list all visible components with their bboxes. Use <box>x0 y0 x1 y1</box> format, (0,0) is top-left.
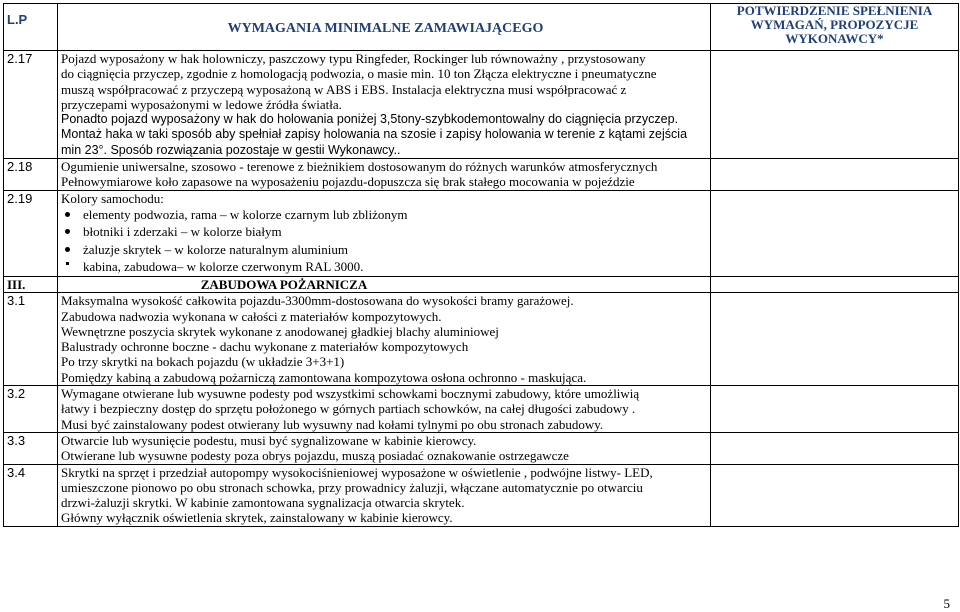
requirement-text <box>58 159 711 191</box>
list-item: kabina, zabudowa– w kolorze czerwonym RAL 3000. <box>61 258 710 276</box>
color-list <box>61 206 710 276</box>
page-number: 5 <box>943 596 950 611</box>
requirement-text <box>58 432 711 464</box>
section-row-iii <box>4 276 959 292</box>
list-item: błotniki i zderzaki – w kolorze białym <box>61 223 710 241</box>
text-line: Główny wyłącznik oświetlenia skrytek, zainstalowany w kabinie kierowcy. <box>61 510 453 526</box>
header-lp: L.P <box>4 4 58 51</box>
text-line: Wymagane otwierane lub wysuwne podesty pod wszystkimi schowkami bocznymi zabudowy, które umożliwią <box>61 386 640 402</box>
table-row-3-1 <box>4 293 959 386</box>
text-line: Kolory samochodu: <box>61 190 164 206</box>
header-confirmation-line1: POTWIERDZENIE SPEŁNIENIA <box>736 3 933 18</box>
text-line: Otwierane lub wysuwne podesty poza obrys pojazdu, muszą posiadać oznakowanie ostrzegawcze <box>61 448 569 464</box>
requirements-table <box>3 3 959 527</box>
table-row-3-3 <box>4 432 959 464</box>
text-line: muszą współpracować z przyczepą wyposażoną w ABS i EBS. Instalacja elektryczna musi współpracować z <box>61 81 627 97</box>
requirement-text <box>58 386 711 433</box>
text-line: Ogumienie uniwersalne, szosowo - terenowe z bieżnikiem dostosowanym do różnych warunków atmosferycznych <box>61 159 658 175</box>
text-line: min 23°. Sposób rozwiązania pozostaje w gestii Wykonawcy.. <box>61 142 401 157</box>
table-row-3-2 <box>4 386 959 433</box>
confirmation-cell[interactable] <box>711 464 959 526</box>
header-confirmation-line3: WYKONAWCY* <box>785 31 884 46</box>
text-line: przyczepami wyposażonymi w ledowe źródła światła. <box>61 96 342 112</box>
table-row-2-19 <box>4 190 959 276</box>
text-line: do ciągnięcia przyczep, zgodnie z homologacją podwozia, o masie min. 10 ton Złącza elektryczne i pneumatyczne <box>61 66 657 82</box>
confirmation-cell[interactable] <box>711 386 959 433</box>
row-number: 2.18 <box>4 159 58 191</box>
requirement-text <box>58 464 711 526</box>
row-number: 3.4 <box>4 464 58 526</box>
confirmation-cell[interactable] <box>711 51 959 159</box>
confirmation-cell[interactable] <box>711 293 959 386</box>
requirement-text <box>58 190 711 276</box>
text-line: Wewnętrzne poszycia skrytek wykonane z anodowanej gładkiej blachy aluminiowej <box>61 323 499 339</box>
confirmation-cell <box>711 276 959 292</box>
header-title: WYMAGANIA MINIMALNE ZAMAWIAJĄCEGO <box>58 4 711 51</box>
table-row-2-17 <box>4 51 959 159</box>
row-number: 2.17 <box>4 51 58 159</box>
section-title: ZABUDOWA POŻARNICZA <box>58 276 711 292</box>
text-line: Po trzy skrytki na bokach pojazdu (w układzie 3+3+1) <box>61 354 345 370</box>
text-line: Maksymalna wysokość całkowita pojazdu-3300mm-dostosowana do wysokości bramy garażowej. <box>61 293 574 309</box>
text-line: Balustrady ochronne boczne - dachu wykonane z materiałów kompozytowych <box>61 339 469 355</box>
text-line: drzwi-żaluzji skrytki. W kabinie zamontowana sygnalizacja otwarcia skrytek. <box>61 495 465 511</box>
row-number: 3.2 <box>4 386 58 433</box>
confirmation-cell[interactable] <box>711 432 959 464</box>
confirmation-cell[interactable] <box>711 190 959 276</box>
text-line: Otwarcie lub wysunięcie podestu, musi być sygnalizowane w kabinie kierowcy. <box>61 432 477 448</box>
text-line: Ponadto pojazd wyposażony w hak do holowania poniżej 3,5tony-szybkodemontowalny do ciągnięcia przyczep. <box>61 112 679 127</box>
table-header-row <box>4 4 959 51</box>
header-confirmation <box>711 4 959 51</box>
confirmation-cell[interactable] <box>711 159 959 191</box>
text-line: Pełnowymiarowe koło zapasowe na wyposażeniu pojazdu-dopuszcza się brak stałego mocowania w pojeździe <box>61 174 635 190</box>
text-line: łatwy i bezpieczny dostęp do sprzętu położonego w górnych partiach schowków, na całej długości zabudowy . <box>61 401 636 417</box>
text-line: Montaż haka w taki sposób aby spełniał zapisy holowania na szosie i zapisy holowania w terenie z kątami zejścia <box>61 127 688 142</box>
table-row-2-18 <box>4 159 959 191</box>
row-number: 3.3 <box>4 432 58 464</box>
section-number: III. <box>4 276 58 292</box>
table-row-3-4 <box>4 464 959 526</box>
text-line: Zabudowa nadwozia wykonana w całości z materiałów kompozytowych. <box>61 308 442 324</box>
list-item: żaluzje skrytek – w kolorze naturalnym aluminium <box>61 241 710 259</box>
requirement-text <box>58 51 711 159</box>
text-line: Pomiędzy kabiną a zabudową pożarniczą zamontowana kompozytowa osłona ochronno - maskująca. <box>61 369 587 385</box>
header-confirmation-line2: WYMAGAŃ, PROPOZYCJE <box>750 17 919 32</box>
text-line: Pojazd wyposażony w hak holowniczy, paszczowy typu Ringfeder, Rockinger lub równoważny , przystosowany <box>61 51 646 66</box>
text-line: Skrytki na sprzęt i przedział autopompy wysokociśnieniowej wyposażone w oświetlenie , podwójne listwy- LED, <box>61 464 653 480</box>
text-line: Musi być zainstalowany podest otwierany lub wysuwny nad kołami tylnymi po obu stronach zabudowy. <box>61 416 604 432</box>
requirement-text <box>58 293 711 386</box>
row-number: 2.19 <box>4 190 58 276</box>
list-item: elementy podwozia, rama – w kolorze czarnym lub zbliżonym <box>61 206 710 224</box>
text-line: umieszczone pionowo po obu stronach schowka, przy prowadnicy żaluzji, włączane automatycznie po otwarciu <box>61 479 643 495</box>
row-number: 3.1 <box>4 293 58 386</box>
